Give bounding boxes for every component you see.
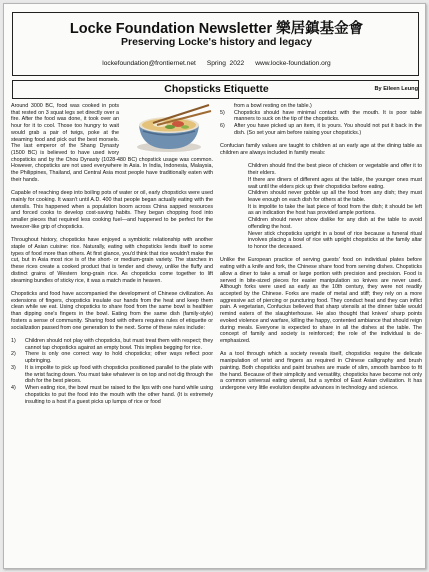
newsletter-title: Locke Foundation Newsletter 樂居鎮基金會 bbox=[69, 21, 364, 37]
rule-text: After you have picked up an item, it is yours. You should not put it back in the dish. (So set your aim before raising your chopsticks.) bbox=[234, 123, 422, 136]
rule-number: 4) bbox=[11, 385, 16, 392]
list-item bbox=[11, 365, 213, 385]
right-paragraph-1: Confucian family values are taught to children at an early age at the dining table as children are always included in family meals: bbox=[220, 143, 422, 156]
list-item bbox=[11, 338, 213, 351]
etiquette-rules-list-continued bbox=[220, 103, 422, 137]
list-item bbox=[220, 110, 422, 123]
left-paragraph-1: Around 3000 BC, food was cooked in pots that rested on 3 squat legs set directly over a fire. After the food was done, it took over an hour for it to cool. Those too hungry to wait would grab a pair of twigs, poke at the steaming food and pick out the best morsels. The last emperor of the Shang Dynasty (1500 BC) is believed to have used ivory chopsticks and by the Chou Dynasty (1028-480 BC) chopstick usage was common. However, chopsticks are not used everywhere in Asia. In India, Indonesia, Malaysia, the Philippines, Thailand, and Central Asia most people have traditionally eaten with their hands. bbox=[11, 103, 213, 183]
list-item: Children should find the best piece of chicken or vegetable and offer it to their elders. bbox=[248, 163, 422, 177]
article-title: Chopsticks Etiquette bbox=[164, 83, 269, 95]
newsletter-header bbox=[12, 12, 419, 76]
right-paragraph-3: As a tool through which a society reveals itself, chopsticks require the delicate manipulation of wrist and fingers as required in Chinese calligraphy and brush painting. Both chopsticks and paint brushes are made of slim, smooth bamboo to fit the hand. Because of their simplicity and versatility, chopsticks have become not only a common universal eating utensil, but a symbol of East Asian civilization. It has undergone very little evolution despite advances in technology and science. bbox=[220, 351, 422, 392]
rule-number: 3) bbox=[11, 364, 16, 371]
rule-text: from a bowl resting on the table.) bbox=[234, 103, 312, 109]
left-paragraph-4: Chopsticks and food have accompanied the development of Chinese civilization. As extensions of fingers, chopsticks insulate our hands from the heat and keep them clean while we eat. Using chopsticks to share food from the same bowl is healthier than dipping one's fingers in the bowl. Eating from the same dish (family-style) fosters a sense of community. Sharing food with others requires rules of etiquette or socialization passed from one generation to the next. Some of these rules include: bbox=[11, 291, 213, 331]
rule-text: Children should not play with chopsticks, but must treat them with respect; they cannot tap chopsticks against an empty bowl. This implies begging for rice. bbox=[25, 338, 213, 351]
rule-number: 2) bbox=[11, 351, 16, 358]
rule-text: Chopsticks should have minimal contact with the mouth. It is poor table manners to suck on the tip of the chopsticks. bbox=[234, 109, 422, 123]
list-item: Never stick chopsticks upright in a bowl of rice because a funeral ritual involves placing a bowl of rice with upright chopsticks at the family altar to honor the deceased. bbox=[248, 230, 422, 251]
list-item: It is impolite to take the last piece of food from the dish; it should be left as an indication the host has provided ample portions. bbox=[248, 203, 422, 217]
rule-number: 1) bbox=[11, 338, 16, 345]
rule-number: 5) bbox=[220, 109, 225, 116]
list-item bbox=[220, 103, 422, 110]
rule-text: There is only one correct way to hold chopsticks; other ways reflect poor upbringing. bbox=[25, 351, 213, 365]
etiquette-rules-list bbox=[11, 338, 213, 405]
newsletter-page bbox=[3, 3, 426, 569]
noodle-bowl-image bbox=[123, 103, 213, 153]
left-paragraph-2: Capable of reaching deep into boiling pots of water or oil, early chopsticks were used mainly for cooking. It wasn't until A.D. 400 that people began actually eating with the utensils. This happened when a population boom across China sapped resources and forced cooks to develop cost-saving habits. They began chopping food into smaller pieces that required less cooking fuel—and happened to be perfect for the tweezer-like grip of chopsticks. bbox=[11, 190, 213, 230]
newsletter-contact-line: lockefoundation@frontiernet.net Spring 2022 www.locke-foundation.org bbox=[102, 60, 331, 67]
newsletter-subtitle: Preserving Locke's history and legacy bbox=[121, 36, 312, 48]
rule-number: 6) bbox=[220, 123, 225, 130]
right-paragraph-2: Unlike the European practice of serving guests' food on individual plates before eating with a knife and fork, the Chinese share food from serving dishes. Chopsticks allow a diner to take a small or large portion with precision and precision. Food is served in bite-sized pieces for easier manipulation so knives are never used. Although forks were used as early as the 10th century, they were not readily accepted by the Chinese. Forks are made of metal and stiff; they rely on a more aggressive act of piercing or puncturing food. They conduct heat and they can inflict pain. A vegetarian, Confucius believed that sharp utensils at the dinner table would remind eaters of the slaughterhouse. He also thought that knives' sharp points evoked violence and warfare, killing the happy, contented ambiance that should reign during meals. Everyone is expected to share in all the dishes at the table. The concept of family and society is reinforced; the role of the individual is de-emphasized. bbox=[220, 257, 422, 345]
left-column bbox=[11, 103, 213, 412]
left-paragraph-3: Throughout history, chopsticks have enjoyed a symbiotic relationship with another staple of Asian cuisine: rice. Naturally, eating with chopsticks lends itself to some types of food more than others. At first glance, you'd think that rice wouldn't make the cut, but in Asia most rice is of the short- or medium-grain variety. The starches in these rices create a cooked product that is tender and chewy, unlike the fluffy and distinct grains of Western long-grain rice. As chopsticks come together to lift steaming bundles of sticky rice, it was a match made in heaven. bbox=[11, 237, 213, 284]
article-byline: By Eileen Leung bbox=[374, 86, 418, 92]
list-item bbox=[220, 123, 422, 136]
list-item: Children should never gobble up all the food from any dish; they must leave enough on each dish for others at the table. bbox=[248, 190, 422, 203]
family-values-list bbox=[234, 163, 422, 250]
rule-text: When eating rice, the bowl must be raised to the lips with one hand while using chopsticks to put the food into the mouth with the other hand. (It is extremely insulting to a host if a guest picks up lumps of rice or food bbox=[25, 385, 213, 405]
list-item bbox=[11, 385, 213, 405]
rule-text: It is impolite to pick up food with chopsticks positioned parallel to the plate with the wrist facing down. You must take whatever is on top and not dig through the dish for the best pieces. bbox=[25, 364, 213, 385]
list-item bbox=[11, 351, 213, 364]
right-column bbox=[220, 103, 422, 398]
list-item: If there are diners of different ages at the table, the younger ones must wait until the elders pick up their chopsticks before eating. bbox=[248, 176, 422, 190]
list-item: Children should never show dislike for any dish at the table to avoid offending the host. bbox=[248, 217, 422, 230]
